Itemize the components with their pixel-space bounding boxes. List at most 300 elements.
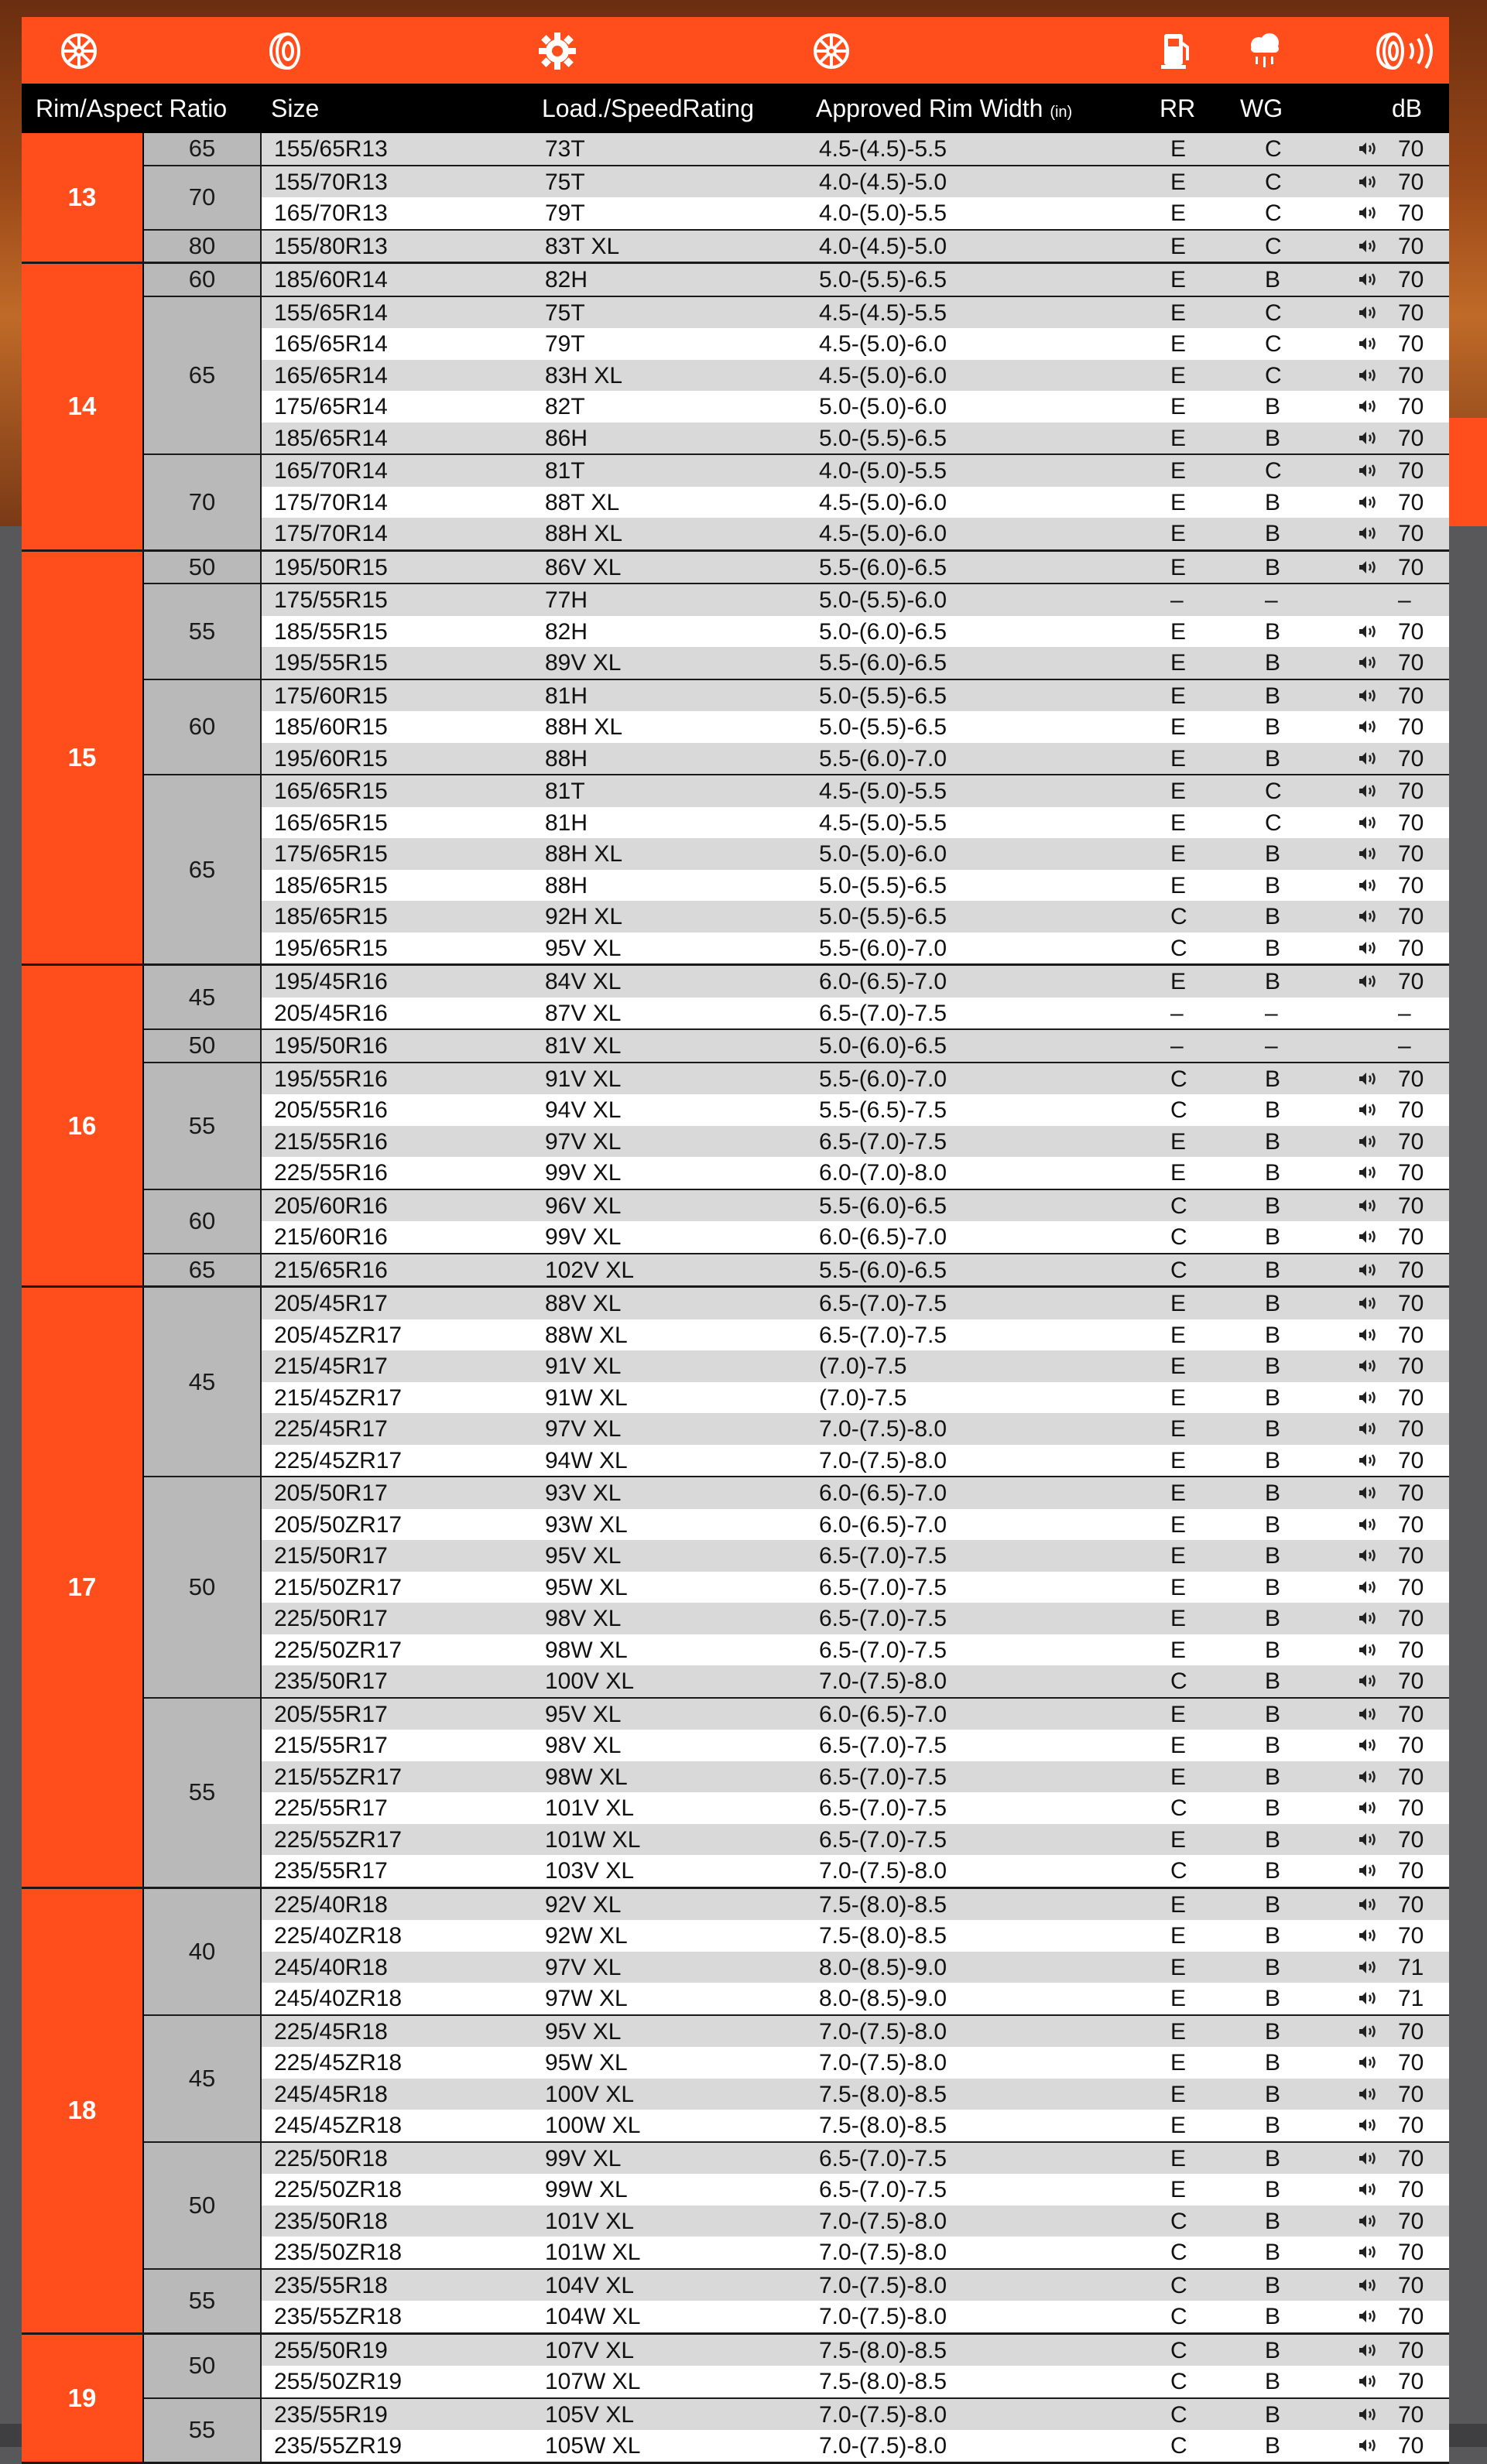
rim-width-cell: 5.0-(5.5)-6.5: [819, 683, 947, 709]
table-row: [262, 1603, 1449, 1634]
wg-cell: B: [1265, 1923, 1281, 1949]
size-cell: 235/55ZR19: [274, 2433, 403, 2459]
wg-cell: C: [1265, 136, 1282, 162]
aspect-group: [144, 1254, 1449, 1286]
col-rim-width: [816, 94, 1072, 123]
table-row: [262, 1254, 1449, 1286]
aspect-ratio-label: 45: [144, 2016, 262, 2141]
load-cell: 95W XL: [545, 2050, 628, 2076]
col-db: dB: [1392, 94, 1423, 122]
rows: [262, 2143, 1449, 2268]
noise-icon: [1356, 779, 1379, 803]
db-cell: 70: [1398, 1764, 1424, 1790]
rr-cell: C: [1170, 2337, 1187, 2363]
aspect-group: [144, 2143, 1449, 2270]
size-cell: 185/55R15: [274, 618, 388, 645]
tire-icon: [265, 31, 305, 71]
table-row: [262, 1319, 1449, 1351]
size-cell: 185/65R15: [274, 872, 388, 898]
size-cell: 235/50R17: [274, 1668, 388, 1694]
rim-width-cell: 7.5-(8.0)-8.5: [819, 1891, 947, 1918]
noise-icon: [1356, 2434, 1379, 2457]
wg-cell: B: [1265, 872, 1281, 898]
gear-icon: [537, 31, 577, 71]
table-row: [262, 2047, 1449, 2079]
col-rim-width-unit: (in): [1050, 104, 1073, 121]
load-cell: 92W XL: [545, 1923, 628, 1949]
size-cell: 255/50R19: [274, 2337, 388, 2363]
db-cell: 70: [1398, 554, 1424, 580]
table-row: [262, 680, 1449, 712]
size-cell: 225/45R17: [274, 1416, 388, 1442]
db-cell: 70: [1398, 1637, 1424, 1663]
wg-cell: B: [1265, 1733, 1281, 1758]
noise-icon: [1356, 2178, 1379, 2201]
rim-width-cell: 6.5-(7.0)-7.5: [819, 1733, 947, 1758]
load-cell: 88H XL: [545, 714, 623, 740]
db-cell: 70: [1398, 1224, 1424, 1250]
table-row: [262, 966, 1449, 998]
wg-cell: B: [1265, 1858, 1281, 1884]
rim-width-cell: 6.5-(7.0)-7.5: [819, 1795, 947, 1821]
size-cell: 165/70R13: [274, 200, 388, 226]
size-cell: 215/55ZR17: [274, 1764, 403, 1790]
rim-width-cell: (7.0)-7.5: [819, 1384, 907, 1411]
table-row: [262, 487, 1449, 518]
load-cell: 83T XL: [545, 233, 620, 259]
wg-cell: B: [1265, 1353, 1281, 1379]
db-cell: 70: [1398, 1858, 1424, 1884]
size-cell: 175/70R14: [274, 521, 388, 546]
db-cell: 70: [1398, 745, 1424, 772]
size-cell: 235/50ZR18: [274, 2240, 403, 2265]
rr-cell: E: [1170, 969, 1187, 994]
rr-cell: E: [1170, 714, 1187, 740]
size-cell: 155/80R13: [274, 233, 388, 259]
size-cell: 235/55R18: [274, 2272, 388, 2298]
aspect-group: [144, 264, 1449, 297]
wg-cell: B: [1265, 2304, 1281, 2329]
noise-icon: [1356, 2113, 1379, 2137]
aspect-ratio-label: 55: [144, 584, 262, 679]
noise-icon: [1356, 332, 1379, 355]
rim-size-label: 19: [22, 2335, 144, 2462]
wg-cell: C: [1265, 362, 1282, 388]
wg-cell: C: [1265, 169, 1282, 195]
table-row: [262, 616, 1449, 648]
load-cell: 95V XL: [545, 1701, 622, 1727]
wg-cell: C: [1265, 779, 1282, 804]
load-cell: 107V XL: [545, 2337, 635, 2363]
size-cell: 175/60R15: [274, 683, 388, 709]
rows: [262, 1190, 1449, 1253]
db-cell: 70: [1398, 969, 1424, 994]
rim-width-cell: 7.0-(7.5)-8.0: [819, 2208, 947, 2234]
noise-icon: [1356, 2209, 1379, 2233]
aspect-ratio-label: 65: [144, 133, 262, 165]
wg-cell: B: [1265, 1384, 1281, 1411]
rows: [262, 2399, 1449, 2462]
load-cell: 99V XL: [545, 1224, 622, 1250]
load-cell: 107W XL: [545, 2369, 641, 2394]
size-cell: 215/45ZR17: [274, 1384, 403, 1411]
wg-cell: B: [1265, 1193, 1281, 1219]
aspect-group: [144, 1889, 1449, 2016]
load-cell: 92V XL: [545, 1891, 622, 1918]
table-row: [262, 360, 1449, 392]
rim-width-cell: 7.0-(7.5)-8.0: [819, 1858, 947, 1884]
rim-width-cell: 5.0-(5.0)-6.0: [819, 394, 947, 419]
noise-icon: [1356, 234, 1379, 258]
rr-cell: C: [1170, 2304, 1187, 2329]
noise-icon: [1356, 2370, 1379, 2393]
load-cell: 88T XL: [545, 489, 620, 515]
noise-icon: [1356, 842, 1379, 865]
wg-cell: B: [1265, 1511, 1281, 1538]
db-cell: 70: [1398, 1160, 1424, 1186]
aspect-groups: [144, 2335, 1449, 2462]
size-cell: 195/65R15: [274, 935, 388, 961]
aspect-ratio-label: 50: [144, 1477, 262, 1697]
db-cell: 70: [1398, 2208, 1424, 2234]
size-cell: 225/50ZR18: [274, 2177, 403, 2202]
col-rr: RR: [1160, 94, 1196, 122]
aspect-group: [144, 552, 1449, 585]
rim-width-cell: 4.5-(5.0)-5.5: [819, 809, 947, 836]
rr-cell: E: [1170, 1447, 1187, 1473]
rim-width-cell: 4.5-(5.0)-5.5: [819, 779, 947, 804]
db-cell: 70: [1398, 1291, 1424, 1316]
table-row: [262, 933, 1449, 964]
table-row: [262, 297, 1449, 329]
aspect-ratio-label: 70: [144, 455, 262, 549]
rr-cell: C: [1170, 2272, 1187, 2298]
wg-cell: B: [1265, 2369, 1281, 2394]
rim-width-cell: 6.5-(7.0)-7.5: [819, 2145, 947, 2171]
rows: [262, 680, 1449, 775]
noise-icon: [1356, 364, 1379, 387]
load-cell: 97V XL: [545, 1128, 622, 1155]
rr-cell: C: [1170, 904, 1187, 929]
noise-icon: [1356, 1638, 1379, 1661]
noise-icon: [1356, 2403, 1379, 2426]
load-cell: 81H: [545, 683, 588, 709]
noise-icon: [1356, 1225, 1379, 1248]
aspect-group: [144, 2335, 1449, 2399]
db-cell: 70: [1398, 1923, 1424, 1949]
rim-size-label: 15: [22, 552, 144, 964]
rim-width-cell: 6.5-(7.0)-7.5: [819, 1574, 947, 1600]
rows: [262, 1030, 1449, 1062]
aspect-ratio-label: 60: [144, 264, 262, 296]
rows: [262, 1699, 1449, 1887]
db-cell: 70: [1398, 1795, 1424, 1821]
load-cell: 101V XL: [545, 2208, 635, 2234]
rim-width-cell: 7.0-(7.5)-8.0: [819, 1416, 947, 1442]
load-cell: 100V XL: [545, 2081, 635, 2107]
rim-width-cell: 7.5-(8.0)-8.5: [819, 1923, 947, 1949]
size-cell: 185/60R14: [274, 267, 388, 293]
rim-block: [22, 1288, 1449, 1889]
load-cell: 73T: [545, 136, 585, 162]
table-row: [262, 1824, 1449, 1856]
db-cell: 70: [1398, 521, 1424, 546]
db-cell: –: [1398, 1000, 1411, 1026]
aspect-group: [144, 1288, 1449, 1477]
rr-cell: C: [1170, 2433, 1187, 2459]
load-cell: 89V XL: [545, 650, 622, 676]
noise-icon: [1356, 1194, 1379, 1217]
rr-cell: E: [1170, 1543, 1187, 1569]
size-cell: 245/45R18: [274, 2081, 388, 2107]
size-cell: 195/55R15: [274, 650, 388, 676]
rim-width-cell: 6.5-(7.0)-7.5: [819, 1322, 947, 1348]
load-cell: 86H: [545, 425, 588, 451]
db-cell: 70: [1398, 1574, 1424, 1600]
load-cell: 95V XL: [545, 1543, 622, 1569]
load-cell: 99V XL: [545, 1160, 622, 1186]
col-size: Size: [271, 94, 320, 122]
rim-width-cell: 4.0-(5.0)-5.5: [819, 200, 947, 226]
rim-width-cell: 4.5-(5.0)-6.0: [819, 489, 947, 515]
wg-cell: B: [1265, 1224, 1281, 1250]
noise-icon: [1356, 522, 1379, 545]
table-row: [262, 2110, 1449, 2141]
rr-cell: E: [1170, 1291, 1187, 1316]
load-cell: 97W XL: [545, 1986, 628, 2011]
rr-cell: C: [1170, 2240, 1187, 2265]
size-cell: 235/55R17: [274, 1858, 388, 1884]
aspect-ratio-label: 40: [144, 1889, 262, 2014]
wg-cell: C: [1265, 458, 1282, 484]
aspect-group: [144, 966, 1449, 1030]
db-cell: 70: [1398, 394, 1424, 419]
table-row: [262, 423, 1449, 454]
size-cell: 195/50R16: [274, 1033, 388, 1059]
size-cell: 205/45ZR17: [274, 1322, 403, 1348]
rows: [262, 133, 1449, 165]
db-cell: 70: [1398, 1447, 1424, 1473]
rim-width-cell: 6.0-(6.5)-7.0: [819, 1224, 947, 1250]
rim-size-label: 17: [22, 1288, 144, 1887]
rim-width-cell: 8.0-(8.5)-9.0: [819, 1986, 947, 2011]
wg-cell: B: [1265, 1291, 1281, 1316]
aspect-group: [144, 1190, 1449, 1254]
db-cell: 70: [1398, 779, 1424, 804]
size-cell: 225/55R17: [274, 1795, 388, 1821]
table-row: [262, 2206, 1449, 2237]
db-cell: 70: [1398, 1701, 1424, 1727]
db-cell: 70: [1398, 1257, 1424, 1283]
aspect-group: [144, 455, 1449, 549]
rim-width-cell: 5.5-(6.5)-7.5: [819, 1097, 947, 1123]
table-row: [262, 328, 1449, 360]
load-cell: 97V XL: [545, 1416, 622, 1442]
noise-icon: [1356, 1765, 1379, 1788]
rr-cell: E: [1170, 1764, 1187, 1790]
load-cell: 104W XL: [545, 2304, 641, 2329]
load-cell: 86V XL: [545, 554, 622, 580]
db-cell: 70: [1398, 1891, 1424, 1918]
rim-width-cell: 7.0-(7.5)-8.0: [819, 2240, 947, 2265]
rr-cell: E: [1170, 2081, 1187, 2107]
size-cell: 165/65R15: [274, 809, 388, 836]
table-row: [262, 1288, 1449, 1319]
noise-icon: [1356, 2305, 1379, 2328]
rim-width-cell: 4.5-(4.5)-5.5: [819, 299, 947, 326]
aspect-ratio-label: 50: [144, 552, 262, 583]
noise-icon: [1356, 1607, 1379, 1630]
wg-cell: B: [1265, 2240, 1281, 2265]
load-cell: 82T: [545, 394, 585, 419]
rim-width-cell: 5.0-(5.5)-6.5: [819, 714, 947, 740]
load-cell: 81T: [545, 779, 585, 804]
table-row: [262, 1030, 1449, 1062]
rr-cell: E: [1170, 1322, 1187, 1348]
rim-block: [22, 264, 1449, 552]
rr-cell: E: [1170, 169, 1187, 195]
size-cell: 205/50ZR17: [274, 1511, 403, 1538]
rim-size-label: 13: [22, 133, 144, 262]
size-cell: 155/65R13: [274, 136, 388, 162]
load-cell: 94V XL: [545, 1097, 622, 1123]
noise-icon: [1356, 395, 1379, 418]
rr-cell: E: [1170, 136, 1187, 162]
table-row: [262, 231, 1449, 262]
table-row: [262, 2430, 1449, 2462]
noise-icon: [1356, 170, 1379, 193]
wg-cell: B: [1265, 2145, 1281, 2171]
rr-cell: E: [1170, 1826, 1187, 1853]
table-row: [262, 197, 1449, 229]
table-row: [262, 998, 1449, 1029]
rr-cell: E: [1170, 2145, 1187, 2171]
load-cell: 81T: [545, 458, 585, 484]
table-row: [262, 1445, 1449, 1477]
rim-width-cell: 4.0-(4.5)-5.0: [819, 169, 947, 195]
noise-icon: [1356, 1859, 1379, 1882]
load-cell: 79T: [545, 331, 585, 357]
rim-width-cell: 8.0-(8.5)-9.0: [819, 1954, 947, 1980]
rim-block: [22, 1889, 1449, 2335]
size-cell: 205/50R17: [274, 1480, 388, 1506]
table-row: [262, 1190, 1449, 1222]
col-load: Load./SpeedRating: [542, 94, 754, 122]
wg-cell: C: [1265, 809, 1282, 836]
table-row: [262, 1699, 1449, 1730]
rim-width-cell: 7.0-(7.5)-8.0: [819, 2433, 947, 2459]
table-row: [262, 2301, 1449, 2332]
db-cell: 70: [1398, 1066, 1424, 1092]
noise-icon: [1356, 1161, 1379, 1184]
aspect-ratio-label: 50: [144, 1030, 262, 1062]
aspect-ratio-label: 55: [144, 2270, 262, 2332]
aspect-group: [144, 133, 1449, 166]
rim-width-cell: 4.0-(5.0)-5.5: [819, 458, 947, 484]
load-cell: 98W XL: [545, 1764, 628, 1790]
rim-width-cell: 6.5-(7.0)-7.5: [819, 1637, 947, 1663]
rim-size-label: 16: [22, 966, 144, 1285]
noise-icon: [1356, 1893, 1379, 1916]
aspect-group: [144, 1699, 1449, 1887]
rr-cell: C: [1170, 1193, 1187, 1219]
aspect-ratio-label: 45: [144, 1288, 262, 1476]
size-cell: 155/70R13: [274, 169, 388, 195]
wg-cell: B: [1265, 1128, 1281, 1155]
db-cell: 70: [1398, 2081, 1424, 2107]
db-cell: 70: [1398, 809, 1424, 836]
size-cell: 175/55R15: [274, 587, 388, 613]
rows: [262, 552, 1449, 583]
tire-size-table: [22, 17, 1449, 2464]
noise-icon: [1356, 426, 1379, 450]
aspect-ratio-label: 55: [144, 2399, 262, 2462]
wg-cell: B: [1265, 1826, 1281, 1853]
load-cell: 82H: [545, 618, 588, 645]
wg-cell: B: [1265, 1701, 1281, 1727]
table-row: [262, 391, 1449, 423]
load-cell: 88H XL: [545, 521, 623, 546]
wg-cell: C: [1265, 233, 1282, 259]
aspect-group: [144, 2270, 1449, 2332]
wg-cell: B: [1265, 1160, 1281, 1186]
load-cell: 102V XL: [545, 1257, 635, 1283]
wg-cell: B: [1265, 650, 1281, 676]
table-row: [262, 1063, 1449, 1095]
wg-cell: B: [1265, 841, 1281, 867]
size-cell: 215/60R16: [274, 1224, 388, 1250]
rim-width-cell: 7.0-(7.5)-8.0: [819, 2272, 947, 2298]
rows: [262, 2270, 1449, 2332]
aspect-group: [144, 2016, 1449, 2143]
wg-cell: B: [1265, 1795, 1281, 1821]
size-cell: 225/50R17: [274, 1606, 388, 1631]
rim-width-cell: 4.0-(4.5)-5.0: [819, 233, 947, 259]
noise-icon: [1356, 2020, 1379, 2043]
noise-icon: [1356, 1098, 1379, 1121]
load-cell: 97V XL: [545, 1954, 622, 1980]
load-cell: 95V XL: [545, 2018, 622, 2045]
db-cell: 70: [1398, 650, 1424, 676]
wg-cell: B: [1265, 2272, 1281, 2298]
noise-icon: [1356, 556, 1379, 579]
size-cell: 215/65R16: [274, 1257, 388, 1283]
size-cell: 225/40ZR18: [274, 1923, 403, 1949]
rows: [262, 966, 1449, 1028]
rr-cell: E: [1170, 1160, 1187, 1186]
rim-block: [22, 966, 1449, 1288]
db-cell: 70: [1398, 1097, 1424, 1123]
wg-cell: B: [1265, 2208, 1281, 2234]
table-row: [262, 901, 1449, 933]
wg-cell: B: [1265, 1986, 1281, 2011]
wg-cell: B: [1265, 1447, 1281, 1473]
db-cell: 70: [1398, 618, 1424, 645]
size-cell: 215/50ZR17: [274, 1574, 403, 1600]
wg-cell: B: [1265, 1097, 1281, 1123]
wg-cell: B: [1265, 1574, 1281, 1600]
table-row: [262, 1952, 1449, 1983]
db-cell: 70: [1398, 136, 1424, 162]
db-cell: 70: [1398, 1606, 1424, 1631]
rim-width-cell: 4.5-(5.0)-6.0: [819, 331, 947, 357]
db-cell: 70: [1398, 1826, 1424, 1853]
db-cell: 70: [1398, 169, 1424, 195]
aspect-group: [144, 1030, 1449, 1063]
rr-cell: C: [1170, 1066, 1187, 1092]
load-cell: 101W XL: [545, 1826, 641, 1853]
aspect-ratio-label: 60: [144, 1190, 262, 1253]
